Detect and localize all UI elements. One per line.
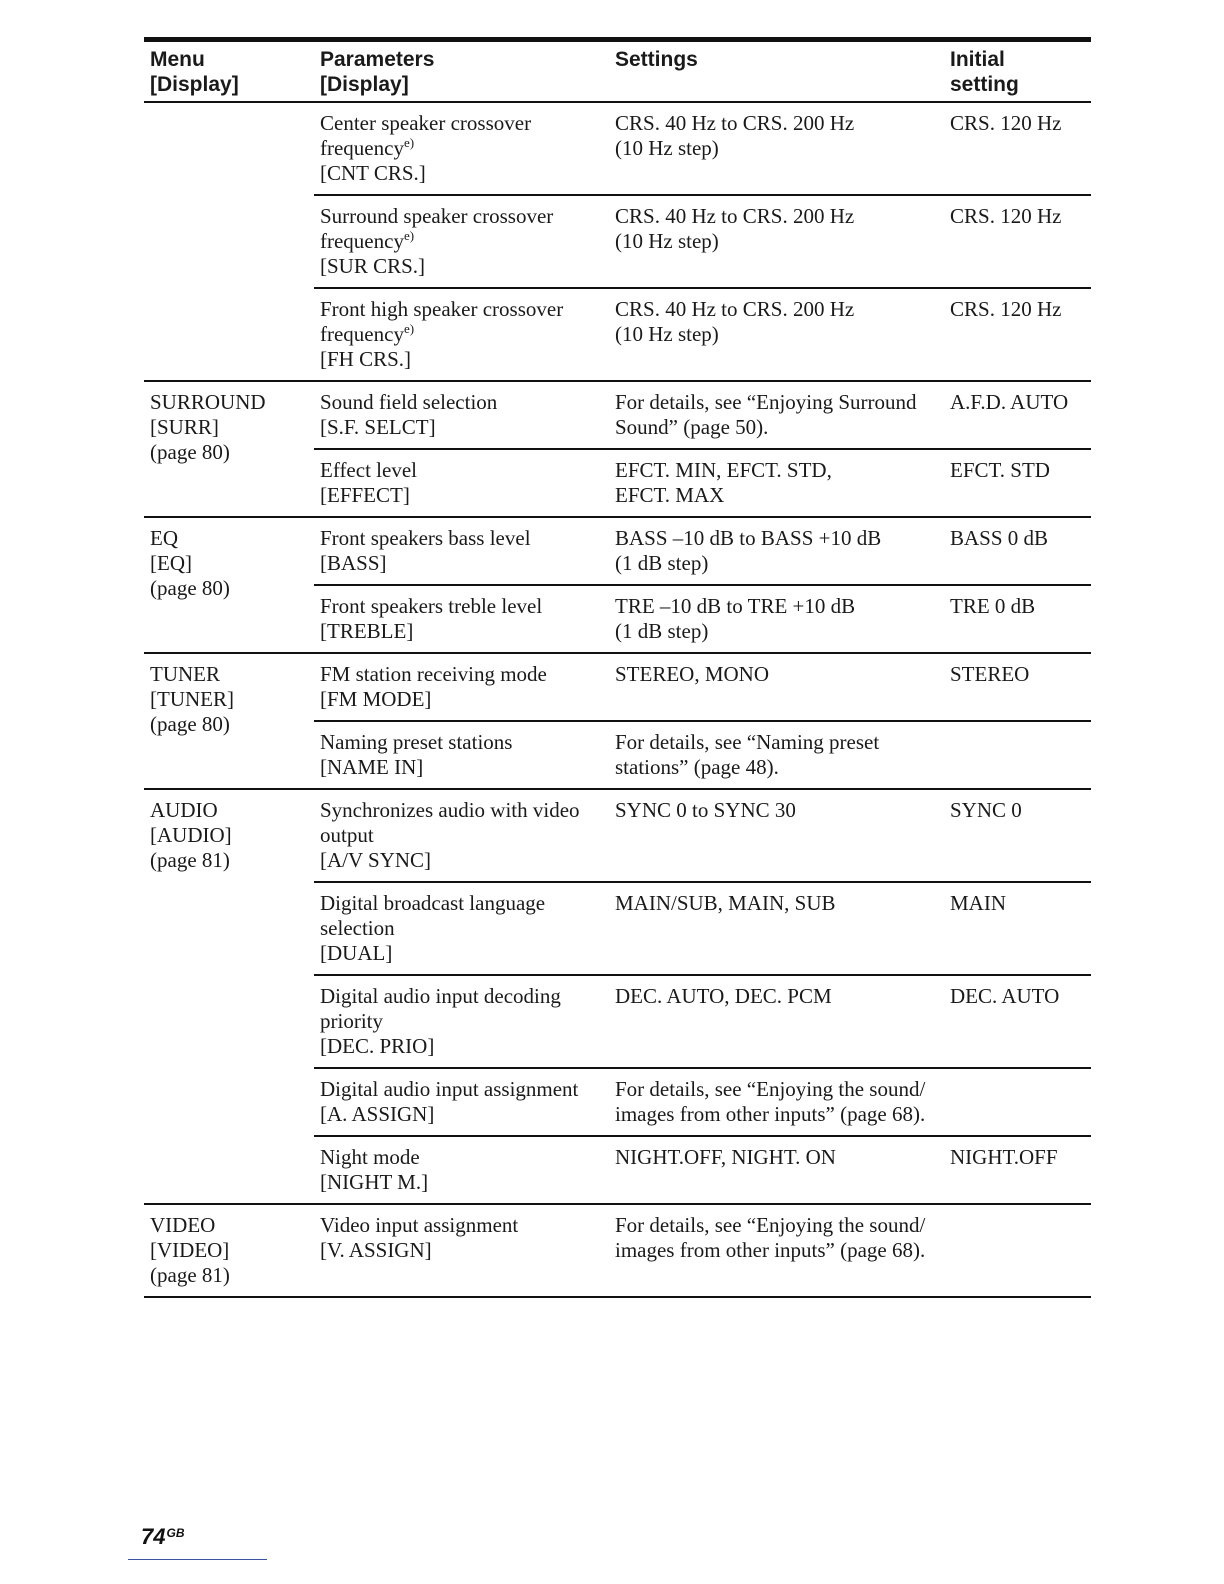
initial-setting-cell: A.F.D. AUTO: [944, 381, 1091, 449]
parameter-cell: [314, 653, 609, 721]
parameter-cell: [314, 517, 609, 585]
settings-cell: [609, 381, 944, 449]
parameter-line-wrap: [320, 687, 603, 712]
menu-line: [AUDIO]: [150, 823, 232, 847]
settings-line: stations” (page 48).: [615, 755, 779, 779]
settings-line: CRS. 40 Hz to CRS. 200 Hz: [615, 204, 855, 228]
settings-line: EFCT. MAX: [615, 483, 725, 507]
parameter-line: Synchronizes audio with video: [320, 798, 580, 822]
settings-cell: [609, 721, 944, 789]
parameter-line: output: [320, 823, 374, 847]
initial-setting-cell: [944, 1204, 1091, 1297]
parameter-line-wrap: [320, 1238, 603, 1263]
footer-rule: [128, 1559, 267, 1560]
parameter-line-wrap: [320, 594, 603, 619]
parameter-line: selection: [320, 916, 395, 940]
settings-line: (10 Hz step): [615, 229, 719, 253]
parameter-line-wrap: [320, 1213, 603, 1238]
table-row: [144, 517, 1091, 585]
parameter-line-wrap: [320, 1034, 603, 1059]
parameter-line-wrap: [320, 458, 603, 483]
initial-setting-cell: CRS. 120 Hz: [944, 288, 1091, 381]
menu-settings-table: [144, 37, 1091, 1298]
initial-setting-cell: NIGHT.OFF: [944, 1136, 1091, 1204]
settings-cell: [609, 1136, 944, 1204]
header-settings: [609, 40, 944, 103]
settings-cell: [609, 288, 944, 381]
settings-line: images from other inputs” (page 68).: [615, 1238, 926, 1262]
initial-setting-cell: MAIN: [944, 882, 1091, 975]
parameter-line: [S.F. SELCT]: [320, 415, 436, 439]
header-parameters-line: Parameters: [320, 48, 435, 71]
parameter-cell: [314, 789, 609, 882]
parameter-line: [SUR CRS.]: [320, 254, 426, 278]
parameter-cell: [314, 1204, 609, 1297]
settings-cell: [609, 653, 944, 721]
parameter-line: frequency: [320, 136, 404, 160]
parameter-line-wrap: [320, 390, 603, 415]
initial-setting-cell: CRS. 120 Hz: [944, 195, 1091, 288]
menu-line: [EQ]: [150, 551, 192, 575]
settings-cell: [609, 789, 944, 882]
settings-line: SYNC 0 to SYNC 30: [615, 798, 796, 822]
header-menu-line: [Display]: [150, 73, 239, 96]
menu-line: [VIDEO]: [150, 1238, 230, 1262]
parameter-line: Center speaker crossover: [320, 111, 532, 135]
initial-setting-cell: DEC. AUTO: [944, 975, 1091, 1068]
settings-line: (10 Hz step): [615, 136, 719, 160]
parameter-line-wrap: [320, 1077, 603, 1102]
settings-cell: [609, 1204, 944, 1297]
menu-line: (page 80): [150, 712, 230, 736]
settings-line: EFCT. MIN, EFCT. STD,: [615, 458, 832, 482]
settings-line: CRS. 40 Hz to CRS. 200 Hz: [615, 297, 855, 321]
parameter-line-wrap: [320, 1170, 603, 1195]
menu-line: (page 81): [150, 1263, 230, 1287]
parameter-line-wrap: [320, 984, 603, 1009]
menu-line: AUDIO: [150, 798, 218, 822]
header-parameters-line: [Display]: [320, 73, 409, 96]
settings-line: BASS –10 dB to BASS +10 dB: [615, 526, 882, 550]
parameter-line: Surround speaker crossover: [320, 204, 554, 228]
settings-line: NIGHT.OFF, NIGHT. ON: [615, 1145, 836, 1169]
initial-setting-cell: [944, 721, 1091, 789]
menu-cell: [144, 653, 314, 789]
settings-cell: [609, 975, 944, 1068]
parameter-line: Digital audio input decoding: [320, 984, 561, 1008]
parameter-line: Night mode: [320, 1145, 420, 1169]
parameter-line-wrap: [320, 204, 603, 229]
parameter-cell: [314, 1068, 609, 1136]
parameter-cell: [314, 102, 609, 195]
parameter-cell: [314, 381, 609, 449]
parameter-line: [A/V SYNC]: [320, 848, 432, 872]
settings-line: CRS. 40 Hz to CRS. 200 Hz: [615, 111, 855, 135]
parameter-line-wrap: [320, 755, 603, 780]
table-body: [144, 102, 1091, 1297]
parameter-line-wrap: [320, 526, 603, 551]
menu-line: SURROUND: [150, 390, 266, 414]
settings-line: For details, see “Naming preset: [615, 730, 880, 754]
parameter-line-wrap: [320, 297, 603, 322]
parameter-line-wrap: [320, 551, 603, 576]
settings-cell: [609, 585, 944, 653]
parameter-line: [FH CRS.]: [320, 347, 412, 371]
parameter-line: [DEC. PRIO]: [320, 1034, 435, 1058]
menu-line: (page 80): [150, 440, 230, 464]
initial-setting-cell: CRS. 120 Hz: [944, 102, 1091, 195]
menu-line: [TUNER]: [150, 687, 234, 711]
parameter-line-wrap: [320, 823, 603, 848]
parameter-cell: [314, 195, 609, 288]
parameter-line-wrap: [320, 322, 603, 347]
settings-line: (1 dB step): [615, 551, 709, 575]
header-initial-setting: [944, 40, 1091, 103]
header-row: [144, 40, 1091, 103]
parameter-cell: [314, 449, 609, 517]
settings-line: (1 dB step): [615, 619, 709, 643]
initial-setting-cell: SYNC 0: [944, 789, 1091, 882]
parameter-line-wrap: [320, 891, 603, 916]
parameter-line: priority: [320, 1009, 383, 1033]
initial-setting-cell: EFCT. STD: [944, 449, 1091, 517]
parameter-cell: [314, 288, 609, 381]
menu-cell: [144, 381, 314, 517]
header-menu: [144, 40, 314, 103]
initial-setting-cell: TRE 0 dB: [944, 585, 1091, 653]
menu-cell: [144, 102, 314, 381]
settings-line: For details, see “Enjoying Surround: [615, 390, 917, 414]
parameter-line-wrap: [320, 1009, 603, 1034]
parameter-line: [TREBLE]: [320, 619, 414, 643]
settings-line: STEREO, MONO: [615, 662, 770, 686]
parameter-line-wrap: [320, 254, 603, 279]
settings-cell: [609, 517, 944, 585]
initial-setting-cell: [944, 1068, 1091, 1136]
page-number-value: 74: [141, 1524, 166, 1549]
settings-line: TRE –10 dB to TRE +10 dB: [615, 594, 856, 618]
table-row: [144, 381, 1091, 449]
parameter-line-wrap: [320, 848, 603, 873]
header-initial-line: Initial: [950, 48, 1005, 71]
menu-line: TUNER: [150, 662, 220, 686]
parameter-line-wrap: [320, 941, 603, 966]
menu-cell: [144, 1204, 314, 1297]
header-menu-line: Menu: [150, 48, 205, 71]
settings-line: MAIN/SUB, MAIN, SUB: [615, 891, 836, 915]
parameter-line: Sound field selection: [320, 390, 498, 414]
parameter-line: Digital broadcast language: [320, 891, 546, 915]
settings-line: For details, see “Enjoying the sound/: [615, 1213, 926, 1237]
parameter-line: Naming preset stations: [320, 730, 513, 754]
parameter-cell: [314, 721, 609, 789]
header-parameters: [314, 40, 609, 103]
menu-line: [SURR]: [150, 415, 219, 439]
parameter-line: Digital audio input assignment: [320, 1077, 579, 1101]
parameter-line: [EFFECT]: [320, 483, 410, 507]
parameter-line: Effect level: [320, 458, 417, 482]
page-number: [141, 1524, 184, 1550]
parameter-line: [DUAL]: [320, 941, 393, 965]
parameter-line-wrap: [320, 347, 603, 372]
table-row: [144, 102, 1091, 195]
parameter-line-wrap: [320, 730, 603, 755]
footnote-marker: e): [403, 321, 415, 336]
menu-line: (page 80): [150, 576, 230, 600]
table-row: [144, 789, 1091, 882]
footnote-marker: e): [403, 228, 415, 243]
parameter-line-wrap: [320, 619, 603, 644]
parameter-line: [V. ASSIGN]: [320, 1238, 432, 1262]
settings-line: (10 Hz step): [615, 322, 719, 346]
parameter-line: [BASS]: [320, 551, 387, 575]
menu-cell: [144, 517, 314, 653]
footnote-marker: e): [403, 135, 415, 150]
menu-cell: [144, 789, 314, 1204]
table-row: [144, 1204, 1091, 1297]
parameter-line-wrap: [320, 161, 603, 186]
parameter-line-wrap: [320, 111, 603, 136]
parameter-line: FM station receiving mode: [320, 662, 547, 686]
parameter-line-wrap: [320, 415, 603, 440]
parameter-line: frequency: [320, 229, 404, 253]
parameter-line-wrap: [320, 916, 603, 941]
settings-cell: [609, 449, 944, 517]
page-region-label: GB: [166, 1526, 185, 1540]
parameter-line: [FM MODE]: [320, 687, 432, 711]
menu-line: EQ: [150, 526, 178, 550]
parameter-cell: [314, 882, 609, 975]
settings-line: For details, see “Enjoying the sound/: [615, 1077, 926, 1101]
parameter-line-wrap: [320, 1145, 603, 1170]
parameter-line: [NIGHT M.]: [320, 1170, 429, 1194]
parameter-line: Video input assignment: [320, 1213, 519, 1237]
parameter-line: Front speakers treble level: [320, 594, 543, 618]
settings-cell: [609, 195, 944, 288]
parameter-line: [CNT CRS.]: [320, 161, 426, 185]
initial-setting-cell: BASS 0 dB: [944, 517, 1091, 585]
parameter-line-wrap: [320, 483, 603, 508]
menu-line: VIDEO: [150, 1213, 216, 1237]
parameter-cell: [314, 975, 609, 1068]
parameter-line-wrap: [320, 136, 603, 161]
settings-cell: [609, 882, 944, 975]
parameter-line-wrap: [320, 798, 603, 823]
settings-line: Sound” (page 50).: [615, 415, 769, 439]
header-settings-line: Settings: [615, 48, 698, 71]
parameter-line: [A. ASSIGN]: [320, 1102, 435, 1126]
parameter-line-wrap: [320, 662, 603, 687]
parameter-line-wrap: [320, 1102, 603, 1127]
parameter-line: Front speakers bass level: [320, 526, 531, 550]
parameter-line: frequency: [320, 322, 404, 346]
parameter-line: [NAME IN]: [320, 755, 424, 779]
parameter-cell: [314, 585, 609, 653]
header-initial-line: setting: [950, 73, 1019, 96]
settings-cell: [609, 102, 944, 195]
settings-line: DEC. AUTO, DEC. PCM: [615, 984, 832, 1008]
settings-line: images from other inputs” (page 68).: [615, 1102, 926, 1126]
menu-line: (page 81): [150, 848, 230, 872]
parameter-cell: [314, 1136, 609, 1204]
initial-setting-cell: STEREO: [944, 653, 1091, 721]
table-row: [144, 653, 1091, 721]
parameter-line: Front high speaker crossover: [320, 297, 564, 321]
settings-cell: [609, 1068, 944, 1136]
parameter-line-wrap: [320, 229, 603, 254]
